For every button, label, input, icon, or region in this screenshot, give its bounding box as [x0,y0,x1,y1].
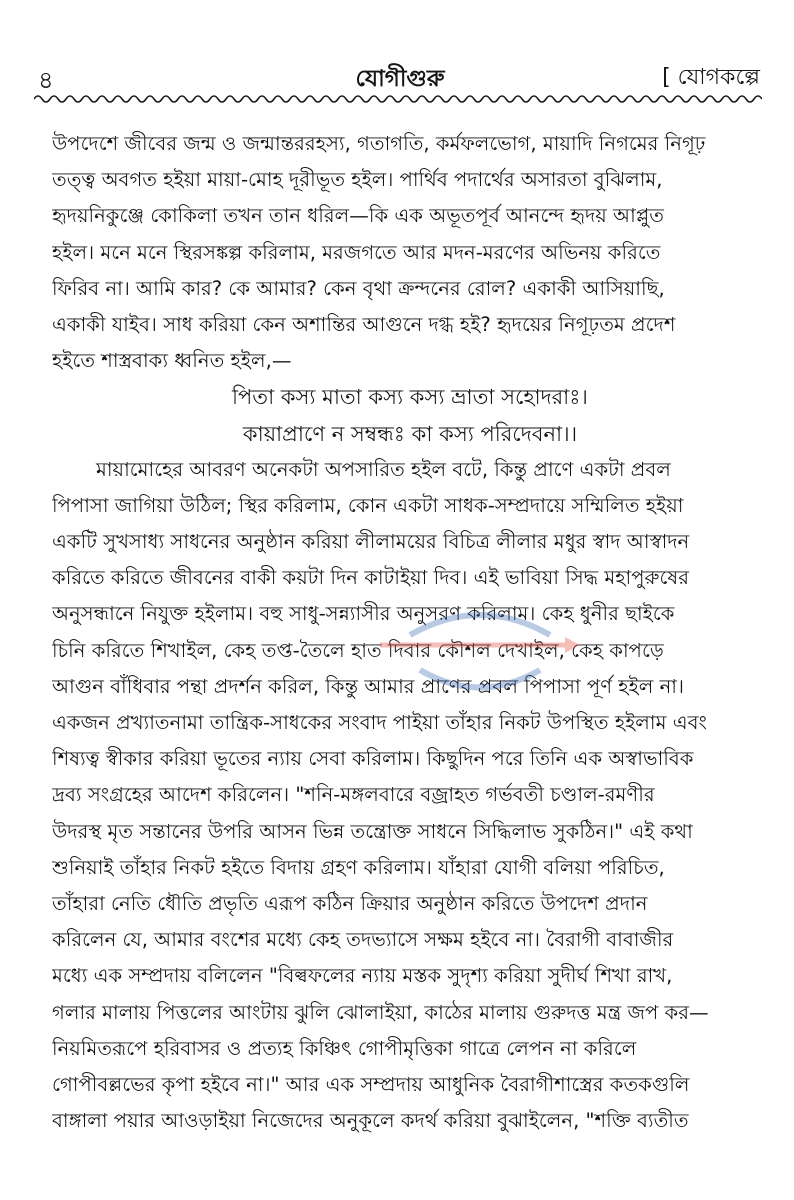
text-line: তত্ত্ব অবগত হইয়া মায়া-মোহ দূরীভূত হইল। পার্থিব পদার্থের অসারতা বুঝিলাম, [52,168,663,192]
verse-line: পিতা কস্য মাতা কস্য কস্য ভ্রাতা সহোদরাঃ। [232,385,588,410]
text-line: ফিরিব না। আমি কার? কে আমার? কেন বৃথা ক্রন্দনের রোল? একাকী আসিয়াছি, [52,276,665,300]
text-line: নিয়মিতরূপে হরিবাসর ও প্রত্যহ কিঞ্চিৎ গোপীমৃত্তিকা গাত্রে লেপন না করিলে [52,1036,637,1060]
text-line: দ্রব্য সংগ্রহের আদেশ করিলেন। "শনি-মঙ্গলবারে বজ্রাহত গর্ভবতী চণ্ডাল-রমণীর [52,783,655,807]
text-line: শিষ্যত্ব স্বীকার করিয়া ভূতের ন্যায় সেবা করিলাম। কিছুদিন পরে তিনি এক অস্বাভাবিক [52,747,694,771]
text-line: আগুন বাঁধিবার পন্থা প্রদর্শন করিল, কিন্তু আমার প্রাণের প্রবল পিপাসা পূর্ণ হইল না। [52,674,684,698]
text-line: মধ্যে এক সম্প্রদায় বলিলেন "বিল্বফলের ন্যায় মস্তক সুদৃশ্য করিয়া সুদীর্ঘ শিখা রাখ, [52,964,673,988]
text-line: হইল। মনে মনে স্থিরসঙ্কল্প করিলাম, মরজগতে আর মদন-মরণের অভিনয় করিতে [52,240,661,264]
text-line: অনুসন্ধানে নিযুক্ত হইলাম। বহু সাধু-সন্ন্যাসীর অনুসরণ করিলাম। কেহ ধুনীর ছাইকে [52,602,675,626]
text-line: গলার মালায় পিত্তলের আংটায় ঝুলি ঝোলাইয়া, কাঠের মালায় গুরুদত্ত মন্ত্র জপ কর— [52,1000,709,1024]
verse-line: কায়াপ্রাণে ন সম্বন্ধঃ কা কস্য পরিদেবনা।। [242,421,578,446]
text-line: শুনিয়াই তাঁহার নিকট হইতে বিদায় গ্রহণ করিলাম। যাঁহারা যোগী বলিয়া পরিচিত, [52,855,665,879]
paragraph-first-line: মায়ামোহের আবরণ অনেকটা অপসারিত হইল বটে, কিন্তু প্রাণে একটা প্রবল [96,457,671,481]
section-title: [ যোগকল্পে [662,65,760,90]
text-line: উপদেশে জীবের জন্ম ও জন্মান্তররহস্য, গতাগতি, কর্মফলভোগ, মায়াদি নিগমের নিগূঢ় [52,132,706,155]
text-line: করিলেন যে, আমার বংশের মধ্যে কেহ তদভ্যাসে সক্ষম হইবে না। বৈরাগী বাবাজীর [52,928,674,952]
text-line: বাঙ্গালা পয়ার আওড়াইয়া নিজেদের অনুকূলে কদর্থ করিয়া বুঝাইলেন, "শক্তি ব্যতীত [52,1109,689,1133]
text-line: তাঁহারা নেতি ধৌতি প্রভৃতি এরূপ কঠিন ক্রিয়ার অনুষ্ঠান করিতে উপদেশ প্রদান [52,891,648,915]
text-line: উদরস্থ মৃত সন্তানের উপরি আসন ভিন্ন তন্ত্রোক্ত সাধনে সিদ্ধিলাভ সুকঠিন।" এই কথা [52,819,693,843]
header-wavy-rule [34,92,762,106]
text-line: চিনি করিতে শিখাইল, কেহ তপ্ত-তৈলে হাত দিবার কৌশল দেখাইল, কেহ কাপড়ে [52,638,664,662]
text-line: একজন প্রখ্যাতনামা তান্ত্রিক-সাধকের সংবাদ পাইয়া তাঁহার নিকট উপস্থিত হইলাম এবং [52,711,707,734]
page-number: ৪ [38,66,54,94]
text-line: গোপীবল্লভের কৃপা হইবে না।" আর এক সম্প্রদায় আধুনিক বৈরাগীশাস্ত্রের কতকগুলি [52,1072,690,1096]
text-line: করিতে করিতে জীবনের বাকী কয়টা দিন কাটাইয়া দিব। এই ভাবিয়া সিদ্ধ মহাপুরুষের [52,566,689,590]
running-title: যোগীগুরু [355,66,445,92]
text-line: একাকী যাইব। সাধ করিয়া কেন অশান্তির আগুনে দগ্ধ হই? হৃদয়ের নিগূঢ়তম প্রদেশ [52,312,676,336]
text-line: হইতে শাস্ত্রবাক্য ধ্বনিত হইল,— [52,349,292,373]
page-header [0,0,794,100]
text-line: একটি সুখসাধ্য সাধনের অনুষ্ঠান করিয়া লীলাময়ের বিচিত্র লীলার মধুর স্বাদ আস্বাদন [52,530,690,554]
text-line: হৃদয়নিকুঞ্জে কোকিলা তখন তান ধরিল—কি এক অভূতপূর্ব আনন্দে হৃদয় আপ্লুত [52,204,664,228]
text-line: পিপাসা জাগিয়া উঠিল; স্থির করিলাম, কোন একটা সাধক-সম্প্রদায়ে সম্মিলিত হইয়া [52,493,684,517]
body-text [52,126,768,1139]
